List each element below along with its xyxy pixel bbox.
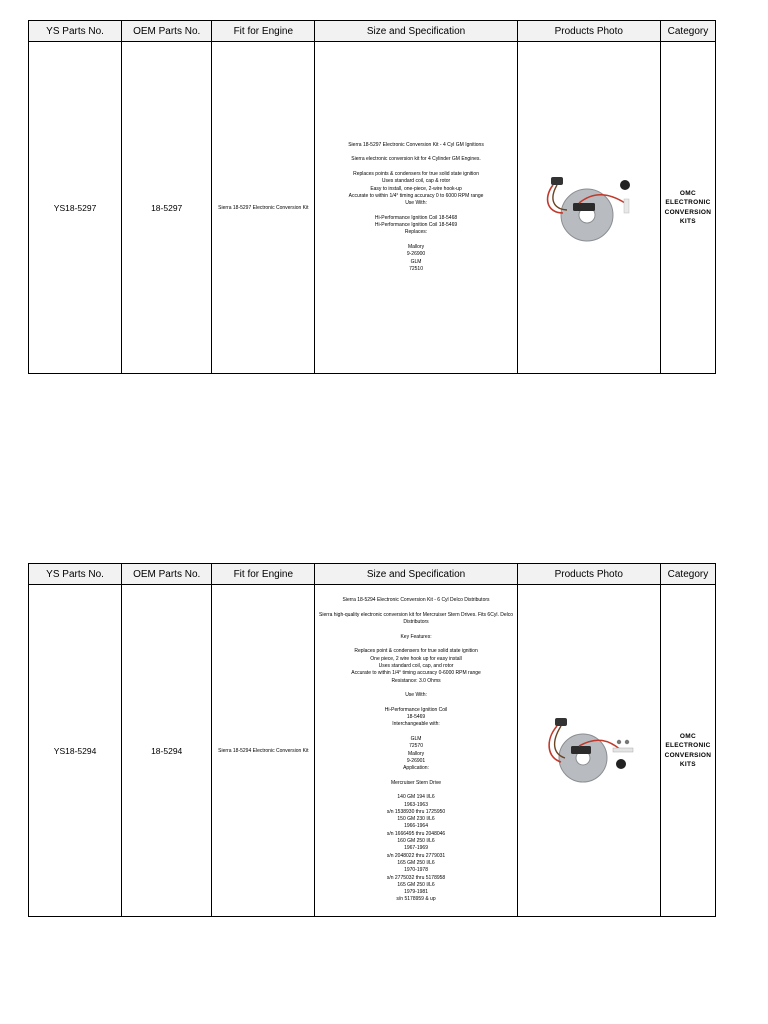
spec-line: GLM	[410, 735, 422, 742]
spec-line: Accurate to within 1/4° timing accuracy 0-6000 RPM range	[351, 670, 481, 677]
spec-gap	[315, 237, 516, 244]
spec-line: 9-26900	[406, 251, 426, 258]
category-line: CONVERSION	[664, 208, 712, 216]
spec-line: Mallory	[407, 750, 425, 757]
spec-gap	[315, 772, 516, 779]
category	[660, 585, 715, 917]
spec-line: s/n 2775032 thru 5178958	[386, 874, 446, 881]
table-row	[29, 42, 716, 374]
ignition-conversion-kit-icon	[539, 163, 639, 253]
ignition-conversion-kit-icon	[539, 706, 639, 796]
category	[660, 42, 715, 374]
category-line: KITS	[679, 761, 696, 768]
spec-line: 72570	[409, 743, 423, 750]
spec-line: 165 GM 250 I/L6	[397, 881, 435, 888]
header-size-spec: Size and Specification	[315, 21, 517, 42]
spec-gap	[315, 641, 516, 648]
spec-line: 18-5469	[406, 714, 426, 721]
fit-for-engine: Sierra 18-5297 Electronic Conversion Kit	[212, 42, 315, 374]
header-category: Category	[660, 564, 715, 585]
spec-line: Mallory	[407, 243, 425, 250]
product-photo	[517, 42, 660, 374]
table-header-row	[29, 564, 716, 585]
category-line: OMC	[679, 732, 696, 740]
spec-line: Application:	[403, 765, 429, 772]
header-ys-parts-no: YS Parts No.	[29, 21, 122, 42]
category-line: ELECTRONIC	[665, 199, 711, 206]
spec-line: Uses standard coil, cap & rotor	[381, 178, 451, 185]
spec-gap	[315, 729, 516, 736]
spec-line: s/n 5178959 & up	[396, 896, 436, 903]
header-ys-parts-no: YS Parts No.	[29, 564, 122, 585]
spec-line: Hi-Performance Ignition Coil	[384, 706, 448, 713]
spec-lines	[315, 142, 516, 273]
spec-line: 9-26901	[406, 757, 426, 764]
fit-for-engine: Sierra 18-5294 Electronic Conversion Kit	[212, 585, 315, 917]
spec-line: s/n 1538930 thru 1725950	[386, 808, 446, 815]
spec-line: Accurate to within 1/4° timing accuracy 0 to 6000 RPM range	[348, 192, 484, 199]
spec-line: Sierra high-quality electronic conversion kit for Mercruiser Stern Drives. Fits 6Cyl. Delco Distributors	[319, 611, 513, 626]
spec-line: Hi-Performance Ignition Coil 18-5469	[374, 222, 458, 229]
spec-gap	[315, 787, 516, 794]
spec-line: Sierra 18-5294 Electronic Conversion Kit - 6 Cyl Delco Distributors	[342, 597, 490, 604]
ys-parts-no: YS18-5294	[29, 585, 122, 917]
header-category: Category	[660, 21, 715, 42]
spec-lines	[315, 597, 516, 903]
size-spec	[315, 585, 517, 917]
spec-line: Uses standard coil, cap, and rotor	[378, 662, 454, 669]
spec-line: s/n 1666495 thru 2048046	[386, 830, 446, 837]
spec-line: GLM	[410, 258, 422, 265]
spec-line: Key Features:	[400, 633, 432, 640]
spec-line: Sierra 18-5297 Electronic Conversion Kit - 4 Cyl GM Ignitions	[348, 141, 484, 148]
spec-line: Easy to install, one-piece, 2-wire hook-up	[370, 185, 462, 192]
spec-line: 1979-1981	[404, 889, 428, 896]
oem-parts-no: 18-5294	[122, 585, 212, 917]
header-fit-for-engine: Fit for Engine	[212, 21, 315, 42]
product-table-1	[28, 20, 716, 374]
spec-line: Mercruiser Stern Drive	[391, 779, 442, 786]
product-table-2	[28, 563, 716, 917]
table-header-row	[29, 21, 716, 42]
spec-line: Resistance: 3.0 Ohms	[391, 677, 441, 684]
spec-line: Replaces:	[404, 229, 428, 236]
category-line: KITS	[679, 218, 696, 225]
oem-parts-no: 18-5297	[122, 42, 212, 374]
spec-line: 1966-1964	[404, 823, 428, 830]
spec-line: Sierra electronic conversion kit for 4 Cylinder GM Engines.	[351, 156, 481, 163]
spec-gap	[315, 685, 516, 692]
category-line: CONVERSION	[664, 751, 712, 759]
spec-line: 1967-1969	[404, 845, 428, 852]
spec-line: Hi-Performance Ignition Coil 18-5468	[374, 214, 458, 221]
spec-line: Replaces point & condensers for true solid state ignition	[354, 648, 478, 655]
spec-line: s/n 2048022 thru 2779031	[386, 852, 446, 859]
spec-line: 150 GM 230 I/L6	[397, 816, 435, 823]
spec-gap	[315, 149, 516, 156]
spec-line: Use With:	[405, 692, 427, 699]
header-size-spec: Size and Specification	[315, 564, 517, 585]
spec-gap	[315, 208, 516, 215]
spec-line: 1963-1963	[404, 801, 428, 808]
table-row	[29, 585, 716, 917]
ys-parts-no: YS18-5297	[29, 42, 122, 374]
spec-line: Interchangeable with:	[392, 721, 440, 728]
category-line: OMC	[679, 189, 696, 197]
header-oem-parts-no: OEM Parts No.	[122, 21, 212, 42]
spec-line: 140 GM 194 I/L6	[397, 794, 435, 801]
size-spec	[315, 42, 517, 374]
spec-line: 1970-1978	[404, 867, 428, 874]
spec-line: 72510	[409, 265, 423, 272]
spec-gap	[315, 699, 516, 706]
spec-gap	[315, 626, 516, 633]
spec-line: Use With:	[405, 200, 427, 207]
spec-line: 160 GM 250 I/L6	[397, 838, 435, 845]
spec-line: One piece, 2 wire hook up for easy install	[370, 655, 462, 662]
header-oem-parts-no: OEM Parts No.	[122, 564, 212, 585]
header-fit-for-engine: Fit for Engine	[212, 564, 315, 585]
category-line: ELECTRONIC	[665, 742, 711, 749]
product-photo	[517, 585, 660, 917]
spec-line: 165 GM 250 I/L6	[397, 859, 435, 866]
header-products-photo: Products Photo	[517, 564, 660, 585]
spec-gap	[315, 164, 516, 171]
spec-line: Replaces points & condensers for true solid state ignition	[353, 171, 479, 178]
spec-gap	[315, 605, 516, 612]
header-products-photo: Products Photo	[517, 21, 660, 42]
